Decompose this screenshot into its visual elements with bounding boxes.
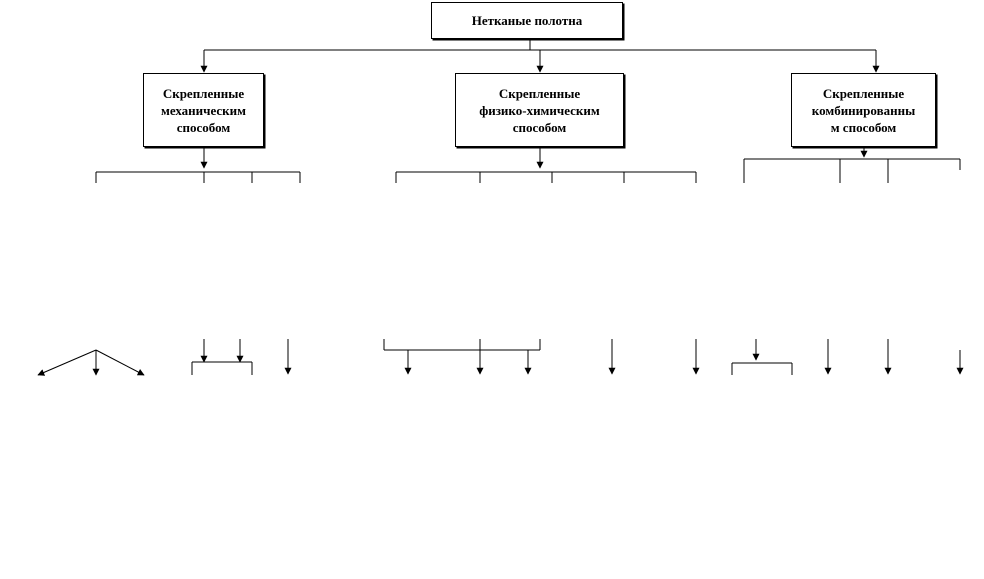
category-node-label: Скрепленные комбинированны м способом [811, 85, 916, 135]
category-node-physico-chemical [455, 73, 624, 147]
root-node-label: Нетканые полотна [471, 13, 583, 28]
category-node-label: Скрепленные механическим способом [160, 85, 247, 135]
root-node-box [431, 2, 623, 39]
category-node-mechanical [143, 73, 264, 147]
category-node-label: Скрепленные физико-химическим способом [479, 85, 600, 135]
category-node-combined [791, 73, 936, 147]
